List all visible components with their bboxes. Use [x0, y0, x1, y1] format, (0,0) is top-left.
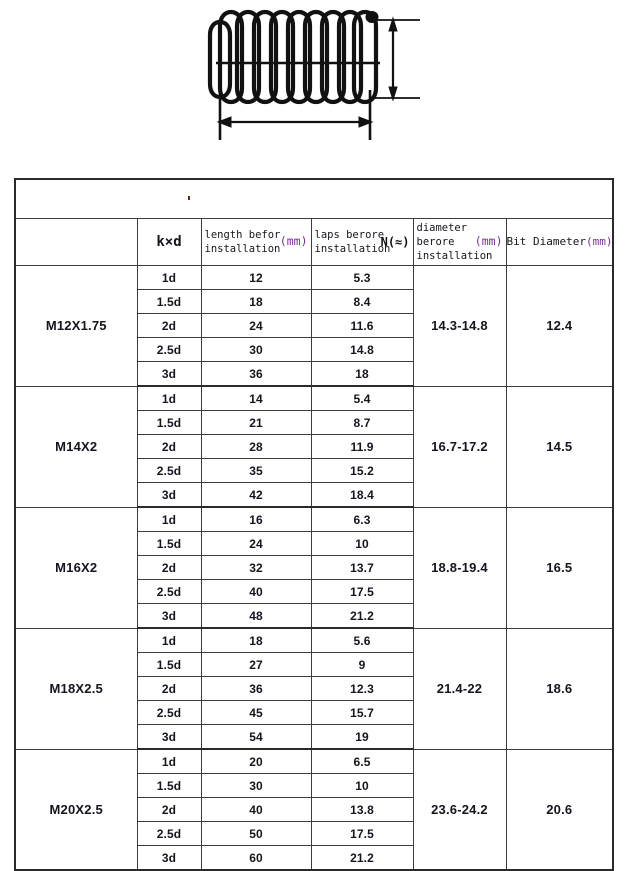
cell-length: 40: [201, 580, 311, 604]
cell-laps: 19: [311, 725, 413, 750]
cell-length: 36: [201, 677, 311, 701]
cell-length: 20: [201, 749, 311, 774]
cell-kxd: 2d: [137, 435, 201, 459]
cell-kxd: 2d: [137, 556, 201, 580]
table-title-cell: [15, 179, 613, 219]
table-title-row: [15, 179, 613, 219]
header-cell-bit-diameter: [506, 219, 613, 266]
cell-length: 30: [201, 338, 311, 362]
cell-kxd: 3d: [137, 725, 201, 750]
cell-length: 18: [201, 290, 311, 314]
header-laps-label: [312, 228, 413, 256]
cell-kxd: 2.5d: [137, 459, 201, 483]
table-row: [15, 628, 613, 653]
cell-bit-diameter: 18.6: [506, 628, 613, 749]
cell-laps: 8.7: [311, 411, 413, 435]
cell-diameter-before-installation: 23.6-24.2: [413, 749, 506, 870]
coil-diagram-area: [0, 0, 640, 172]
cell-laps: 21.2: [311, 604, 413, 629]
header-cell-length: [201, 219, 311, 266]
header-length-label: [202, 228, 311, 256]
cell-thread-size: M16X2: [15, 507, 137, 628]
cell-length: 14: [201, 386, 311, 411]
cell-bit-diameter: 20.6: [506, 749, 613, 870]
cell-laps: 12.3: [311, 677, 413, 701]
wire-thread-insert-illustration: [0, 0, 640, 172]
cell-laps: 11.6: [311, 314, 413, 338]
cell-kxd: 1.5d: [137, 774, 201, 798]
cell-length: 36: [201, 362, 311, 387]
header-cell-kxd: k×d: [137, 219, 201, 266]
cell-kxd: 2d: [137, 677, 201, 701]
cell-laps: 14.8: [311, 338, 413, 362]
header-diameter-unit: (mm): [474, 234, 503, 249]
cell-kxd: 1d: [137, 507, 201, 532]
cell-length: 16: [201, 507, 311, 532]
cell-bit-diameter: 16.5: [506, 507, 613, 628]
cell-laps: 6.5: [311, 749, 413, 774]
cell-diameter-before-installation: 21.4-22: [413, 628, 506, 749]
cell-laps: 18.4: [311, 483, 413, 508]
cell-length: 12: [201, 266, 311, 290]
cell-laps: 5.3: [311, 266, 413, 290]
table-header-row: [15, 219, 613, 266]
cell-length: 35: [201, 459, 311, 483]
cell-kxd: 1.5d: [137, 290, 201, 314]
cell-laps: 13.7: [311, 556, 413, 580]
cell-length: 32: [201, 556, 311, 580]
cell-diameter-before-installation: 18.8-19.4: [413, 507, 506, 628]
cell-thread-size: M14X2: [15, 386, 137, 507]
table-row: [15, 507, 613, 532]
cell-kxd: 3d: [137, 846, 201, 871]
header-cell-diameter: [413, 219, 506, 266]
wire-insert-spec-table: [14, 178, 614, 871]
header-laps-unit: N(≈): [380, 234, 410, 249]
cell-diameter-before-installation: 14.3-14.8: [413, 266, 506, 387]
cell-laps: 10: [311, 532, 413, 556]
cell-kxd: 2.5d: [137, 338, 201, 362]
cell-kxd: 1.5d: [137, 653, 201, 677]
cell-laps: 13.8: [311, 798, 413, 822]
header-bit-label: Bit Diameter(mm): [506, 234, 613, 248]
coil-body: [210, 11, 380, 102]
cell-kxd: 2.5d: [137, 822, 201, 846]
cell-length: 60: [201, 846, 311, 871]
header-cell-size: [15, 219, 137, 266]
cell-length: 24: [201, 532, 311, 556]
cell-laps: 6.3: [311, 507, 413, 532]
cell-kxd: 3d: [137, 362, 201, 387]
cell-kxd: 2.5d: [137, 701, 201, 725]
spec-table-container: [14, 178, 612, 871]
table-row: [15, 266, 613, 290]
cell-thread-size: M20X2.5: [15, 749, 137, 870]
cell-laps: 9: [311, 653, 413, 677]
cell-length: 45: [201, 701, 311, 725]
cell-kxd: 2.5d: [137, 580, 201, 604]
cell-kxd: 3d: [137, 483, 201, 508]
cell-laps: 15.2: [311, 459, 413, 483]
cell-kxd: 3d: [137, 604, 201, 629]
cell-thread-size: M12X1.75: [15, 266, 137, 387]
cell-length: 48: [201, 604, 311, 629]
title-dot-artifact: [188, 196, 190, 200]
cell-laps: 21.2: [311, 846, 413, 871]
cell-laps: 10: [311, 774, 413, 798]
header-cell-laps: [311, 219, 413, 266]
table-row: [15, 749, 613, 774]
cell-kxd: 1.5d: [137, 411, 201, 435]
cell-length: 27: [201, 653, 311, 677]
cell-bit-diameter: 12.4: [506, 266, 613, 387]
cell-length: 42: [201, 483, 311, 508]
table-row: [15, 386, 613, 411]
cell-length: 40: [201, 798, 311, 822]
cell-length: 18: [201, 628, 311, 653]
cell-length: 50: [201, 822, 311, 846]
cell-kxd: 1d: [137, 386, 201, 411]
cell-length: 24: [201, 314, 311, 338]
header-length-line2: installation: [204, 243, 281, 255]
coil-end-cap: [366, 11, 379, 23]
cell-kxd: 2d: [137, 314, 201, 338]
cell-laps: 15.7: [311, 701, 413, 725]
header-laps-line2: installation: [314, 243, 391, 255]
cell-laps: 8.4: [311, 290, 413, 314]
header-diameter-line1: diameter berore: [416, 221, 468, 248]
header-diameter-label: [414, 221, 506, 264]
header-length-unit: (mm): [279, 234, 308, 249]
cell-kxd: 1.5d: [137, 532, 201, 556]
cell-laps: 18: [311, 362, 413, 387]
cell-laps: 5.6: [311, 628, 413, 653]
cell-laps: 5.4: [311, 386, 413, 411]
header-laps-line1: laps berore: [314, 228, 385, 241]
cell-thread-size: M18X2.5: [15, 628, 137, 749]
header-diameter-line2: installation: [416, 250, 493, 263]
cell-length: 54: [201, 725, 311, 750]
cell-kxd: 1d: [137, 266, 201, 290]
cell-laps: 17.5: [311, 822, 413, 846]
cell-kxd: 1d: [137, 749, 201, 774]
header-length-line1: length befor: [204, 228, 281, 241]
cell-length: 21: [201, 411, 311, 435]
cell-length: 30: [201, 774, 311, 798]
cell-laps: 17.5: [311, 580, 413, 604]
cell-laps: 11.9: [311, 435, 413, 459]
cell-kxd: 2d: [137, 798, 201, 822]
header-bit-unit: (mm): [585, 234, 613, 248]
cell-length: 28: [201, 435, 311, 459]
cell-bit-diameter: 14.5: [506, 386, 613, 507]
cell-kxd: 1d: [137, 628, 201, 653]
cell-diameter-before-installation: 16.7-17.2: [413, 386, 506, 507]
